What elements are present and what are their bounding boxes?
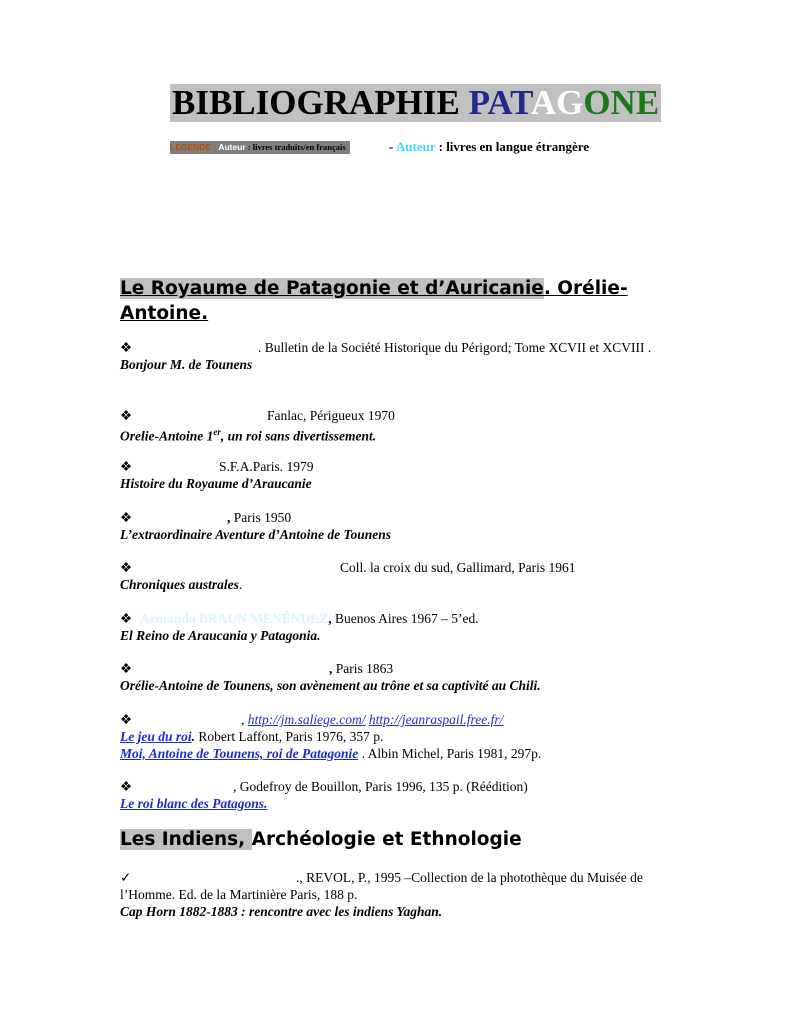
entry-line-2: Le jeu du roi. Robert Laffont, Paris 1976, 357 p. (120, 729, 384, 744)
diamond-bullet-icon: ❖ (120, 779, 133, 794)
entry-line (120, 559, 660, 576)
diamond-bullet-icon: ❖ (120, 340, 133, 355)
entry-publication: Paris 1863 (332, 661, 394, 676)
entry-line (120, 869, 660, 903)
link-le-roi-blanc[interactable]: Le roi blanc des Patagons. (120, 796, 268, 811)
title-part-bibliographie: BIBLIOGRAPHIE (172, 83, 469, 122)
entry-publication: Buenos Aires 1967 – 5’ed. (331, 611, 479, 626)
entry-title-rest: , un roi sans divertissement. (220, 428, 377, 444)
diamond-bullet-icon: ❖ (120, 560, 133, 575)
entry-publication: Fanlac, Périgueux 1970 (267, 408, 395, 423)
entry-line (120, 339, 660, 356)
legend-author-translated: Auteur (218, 142, 246, 152)
link-raspail[interactable]: http://jeanraspail.free.fr/ (368, 712, 504, 727)
legend-foreign-text: : livres en langue étrangère (435, 139, 590, 154)
entry-line (120, 778, 660, 795)
legend-label: LEGENDE : (170, 142, 219, 152)
entry-separator: , (241, 712, 248, 727)
entry-line (120, 610, 660, 627)
page-title (170, 84, 661, 122)
bibliography-entry-9 (120, 778, 660, 812)
entry-title: El Reino de Araucania y Patagonia. (120, 628, 321, 643)
entry-title: Cap Horn 1882-1883 : rencontre avec les indiens Yaghan. (120, 904, 443, 919)
legend-box (170, 141, 350, 154)
bibliography-entry-1 (120, 339, 660, 373)
section-heading-royaume (120, 276, 660, 326)
diamond-bullet-icon: ❖ (120, 611, 133, 626)
entry-line (120, 458, 660, 475)
link-saliege[interactable]: http://jm.saliege.com/ (247, 712, 366, 727)
entry-line (120, 407, 660, 424)
diamond-bullet-icon: ❖ (120, 712, 133, 727)
entry-publication: Robert Laffont, Paris 1976, 357 p. (195, 729, 384, 744)
entry-publication: ., REVOL, P., 1995 –Collection de la photothèque du Muisée de l’Homme. Ed. de la Martinière Paris, 188 p. (120, 870, 643, 902)
bibliography-entry-6 (120, 610, 660, 644)
section-heading-indiens (120, 827, 522, 852)
entry-title: Orélie-Antoine de Tounens, son avènement au trône et sa captivité au Chili. (120, 678, 541, 693)
section-heading-royaume-sub: . Orélie-Antoine. (120, 278, 628, 324)
diamond-bullet-icon: ❖ (120, 408, 133, 423)
entry-publication: . Bulletin de la Société Historique du Périgord; Tome XCVII et XCVIII . (258, 340, 652, 355)
entry-title-main: Chroniques australes (120, 577, 239, 592)
link-moi-antoine[interactable]: Moi, Antoine de Tounens, roi de Patagonie (120, 746, 359, 761)
title-part-one: ONE (583, 83, 660, 122)
entry-publication: . Albin Michel, Paris 1981, 297p. (358, 746, 542, 761)
title-part-pat: PAT (468, 83, 531, 122)
bibliography-entry-5 (120, 559, 660, 593)
legend-foreign (389, 139, 589, 155)
entry-line (120, 711, 660, 728)
entry-title-sup: er (213, 427, 221, 437)
diamond-bullet-icon: ❖ (120, 459, 133, 474)
link-le-jeu-du-roi[interactable]: Le jeu du roi (120, 729, 192, 744)
legend-author-foreign: Auteur (395, 139, 436, 154)
check-bullet-icon: ✓ (120, 870, 132, 885)
entry-title (120, 424, 660, 445)
entry-title: Histoire du Royaume d’Araucanie (120, 476, 312, 491)
entry-line (120, 509, 660, 526)
section-heading-indiens-sub: Archéologie et Ethnologie (251, 829, 522, 850)
entry-title: Bonjour M. de Tounens (120, 357, 253, 372)
entry-line (120, 660, 660, 677)
entry-publication: S.F.A.Paris. 1979 (219, 459, 314, 474)
bibliography-entry-indiens-1 (120, 869, 660, 920)
entry-publication: , Godefroy de Bouillon, Paris 1996, 135 p. (Réédition) (233, 779, 528, 794)
entry-publication: Paris 1950 (230, 510, 292, 525)
entry-line-3 (120, 745, 660, 762)
entry-title-main: Orelie-Antoine 1 (120, 428, 214, 444)
section-heading-indiens-main: Les Indiens, (120, 829, 252, 850)
legend-separator: - (389, 139, 396, 154)
section-heading-royaume-main: Le Royaume de Patagonie et d’Auricanie (120, 278, 544, 299)
entry-author-foreign: Armando BRAUN MENÉNDEZ (140, 611, 329, 626)
bibliography-entry-3 (120, 458, 660, 492)
diamond-bullet-icon: ❖ (120, 661, 133, 676)
entry-title: L’extraordinaire Aventure d’Antoine de Tounens (120, 527, 392, 542)
entry-comma: , (328, 611, 332, 626)
bibliography-entry-8 (120, 711, 660, 762)
diamond-bullet-icon: ❖ (120, 510, 133, 525)
entry-title (120, 576, 660, 593)
title-part-ag: AG (530, 83, 584, 122)
entry-comma: , (227, 510, 231, 525)
bibliography-entry-7 (120, 660, 660, 694)
entry-publication: Coll. la croix du sud, Gallimard, Paris 1961 (340, 560, 576, 575)
entry-title-tail: . (238, 577, 243, 592)
legend-translated-text: : livres traduits/en français (245, 142, 346, 152)
bibliography-entry-2 (120, 407, 660, 445)
bibliography-entry-4 (120, 509, 660, 543)
entry-comma: , (329, 661, 333, 676)
